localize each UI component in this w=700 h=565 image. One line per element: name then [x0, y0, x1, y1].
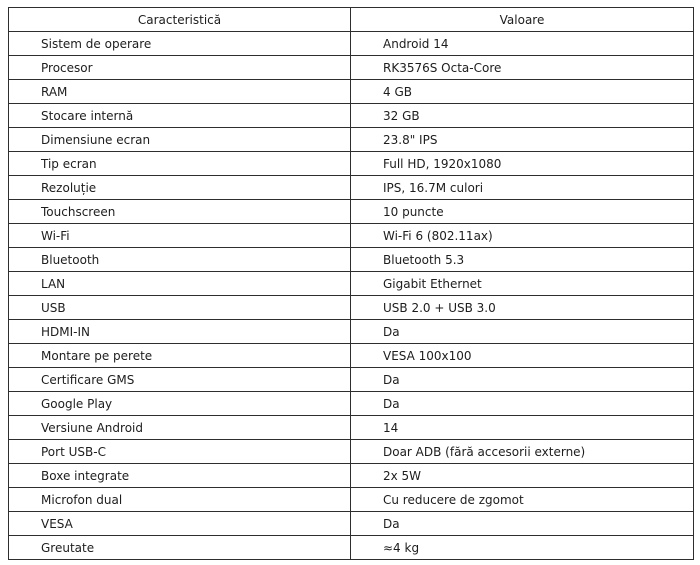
value-cell: Gigabit Ethernet	[351, 272, 694, 296]
feature-cell: Dimensiune ecran	[9, 128, 351, 152]
table-row	[9, 392, 694, 416]
table-row	[9, 512, 694, 536]
table-row	[9, 536, 694, 560]
table-row	[9, 320, 694, 344]
value-cell: Full HD, 1920x1080	[351, 152, 694, 176]
feature-cell: Montare pe perete	[9, 344, 351, 368]
value-cell: 2x 5W	[351, 464, 694, 488]
value-cell: Da	[351, 512, 694, 536]
value-cell: 14	[351, 416, 694, 440]
feature-cell: Bluetooth	[9, 248, 351, 272]
value-cell: Bluetooth 5.3	[351, 248, 694, 272]
table-row	[9, 416, 694, 440]
value-cell: Wi-Fi 6 (802.11ax)	[351, 224, 694, 248]
column-header-value: Valoare	[351, 8, 694, 32]
value-cell: Da	[351, 392, 694, 416]
feature-cell: Touchscreen	[9, 200, 351, 224]
spec-table	[8, 7, 694, 560]
table-row	[9, 224, 694, 248]
table-row	[9, 152, 694, 176]
value-cell: Da	[351, 320, 694, 344]
feature-cell: Greutate	[9, 536, 351, 560]
feature-cell: Certificare GMS	[9, 368, 351, 392]
value-cell: VESA 100x100	[351, 344, 694, 368]
value-cell: Doar ADB (fără accesorii externe)	[351, 440, 694, 464]
feature-cell: Procesor	[9, 56, 351, 80]
column-header-feature: Caracteristică	[9, 8, 351, 32]
value-cell: ≈4 kg	[351, 536, 694, 560]
feature-cell: Google Play	[9, 392, 351, 416]
table-row	[9, 464, 694, 488]
feature-cell: Stocare internă	[9, 104, 351, 128]
table-row	[9, 176, 694, 200]
header-row	[9, 8, 694, 32]
value-cell: 23.8" IPS	[351, 128, 694, 152]
value-cell: Android 14	[351, 32, 694, 56]
table-row	[9, 248, 694, 272]
table-row	[9, 128, 694, 152]
feature-cell: USB	[9, 296, 351, 320]
table-row	[9, 440, 694, 464]
feature-cell: Rezoluție	[9, 176, 351, 200]
feature-cell: HDMI-IN	[9, 320, 351, 344]
value-cell: 4 GB	[351, 80, 694, 104]
value-cell: IPS, 16.7M culori	[351, 176, 694, 200]
value-cell: RK3576S Octa-Core	[351, 56, 694, 80]
feature-cell: Microfon dual	[9, 488, 351, 512]
feature-cell: RAM	[9, 80, 351, 104]
table-row	[9, 104, 694, 128]
table-row	[9, 272, 694, 296]
feature-cell: LAN	[9, 272, 351, 296]
feature-cell: Sistem de operare	[9, 32, 351, 56]
value-cell: 10 puncte	[351, 200, 694, 224]
value-cell: 32 GB	[351, 104, 694, 128]
value-cell: USB 2.0 + USB 3.0	[351, 296, 694, 320]
feature-cell: Wi-Fi	[9, 224, 351, 248]
table-row	[9, 32, 694, 56]
table-row	[9, 80, 694, 104]
table-body	[9, 32, 694, 560]
table-row	[9, 488, 694, 512]
feature-cell: VESA	[9, 512, 351, 536]
feature-cell: Boxe integrate	[9, 464, 351, 488]
feature-cell: Versiune Android	[9, 416, 351, 440]
feature-cell: Tip ecran	[9, 152, 351, 176]
table-row	[9, 296, 694, 320]
table-row	[9, 56, 694, 80]
value-cell: Cu reducere de zgomot	[351, 488, 694, 512]
feature-cell: Port USB-C	[9, 440, 351, 464]
value-cell: Da	[351, 368, 694, 392]
table-row	[9, 200, 694, 224]
table-row	[9, 344, 694, 368]
table-row	[9, 368, 694, 392]
